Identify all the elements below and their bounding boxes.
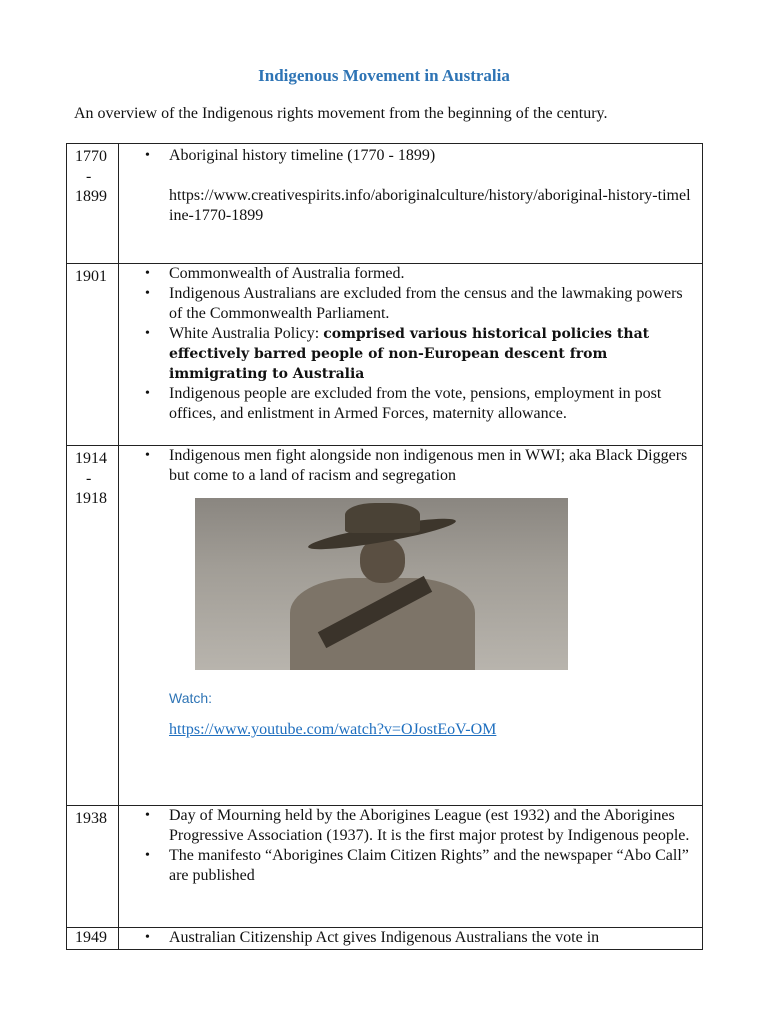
list-item: • Aboriginal history timeline (1770 - 1899)	[143, 146, 694, 166]
year-cell	[67, 144, 119, 264]
year-label: 1901	[75, 268, 107, 285]
content-cell	[119, 806, 703, 928]
list-item: • Indigenous Australians are excluded from the census and the lawmaking powers of the Commonwealth Parliament.	[143, 284, 694, 324]
photo-face	[360, 538, 405, 583]
policy-label: White Australia Policy:	[169, 325, 324, 342]
list-item: • Australian Citizenship Act gives Indigenous Australians the vote in	[143, 928, 694, 948]
year-end: 1918	[75, 490, 107, 507]
table-row	[67, 806, 703, 928]
youtube-link[interactable]: https://www.youtube.com/watch?v=OJostEoV-OM	[169, 721, 497, 738]
table-row	[67, 928, 703, 950]
year-dash: -	[86, 470, 92, 487]
year-cell	[67, 928, 119, 950]
policy-description: comprised various historical policies that effectively barred people of non-European descent from immigrating to Australia	[169, 326, 650, 382]
year-cell	[67, 264, 119, 446]
soldier-photo	[195, 498, 568, 670]
timeline-table	[66, 143, 703, 950]
year-end: 1899	[75, 188, 107, 205]
list-item: • Commonwealth of Australia formed.	[143, 264, 694, 284]
list-item: • The manifesto “Aborigines Claim Citizen Rights” and the newspaper “Abo Call” are published	[143, 846, 694, 886]
content-cell	[119, 144, 703, 264]
list-item: • Indigenous people are excluded from the vote, pensions, employment in post offices, and enlistment in Armed Forces, maternity allowance.	[143, 384, 694, 424]
table-row	[67, 446, 703, 806]
bullet-list	[143, 446, 694, 486]
table-row	[67, 144, 703, 264]
year-cell	[67, 806, 119, 928]
content-cell	[119, 928, 703, 950]
photo-figure	[290, 578, 475, 670]
photo-hat	[345, 503, 420, 533]
list-item: • Day of Mourning held by the Aborigines League (est 1932) and the Aborigines Progressive Association (1937). It is the first major protest by Indigenous people.	[143, 806, 694, 846]
content-cell	[119, 446, 703, 806]
year-dash: -	[86, 168, 92, 185]
bullet-list	[143, 928, 694, 948]
page-title: Indigenous Movement in Australia	[258, 66, 510, 85]
list-item	[143, 324, 694, 384]
year-start: 1914	[75, 450, 107, 467]
year-cell	[67, 446, 119, 806]
year-label: 1938	[75, 810, 107, 827]
bullet-list	[143, 264, 694, 424]
list-item: • Indigenous men fight alongside non indigenous men in WWI; aka Black Diggers but come to a land of racism and segregation	[143, 446, 694, 486]
content-cell	[119, 264, 703, 446]
year-label: 1949	[75, 929, 107, 946]
year-start: 1770	[75, 148, 107, 165]
bullet-list	[143, 146, 694, 166]
table-row	[67, 264, 703, 446]
bullet-list	[143, 806, 694, 886]
intro-paragraph: An overview of the Indigenous rights movement from the beginning of the century.	[74, 105, 608, 122]
timeline-url[interactable]: https://www.creativespirits.info/aboriginalculture/history/aboriginal-history-timeline-1770-1899	[169, 187, 691, 224]
watch-label: Watch:	[169, 690, 213, 706]
